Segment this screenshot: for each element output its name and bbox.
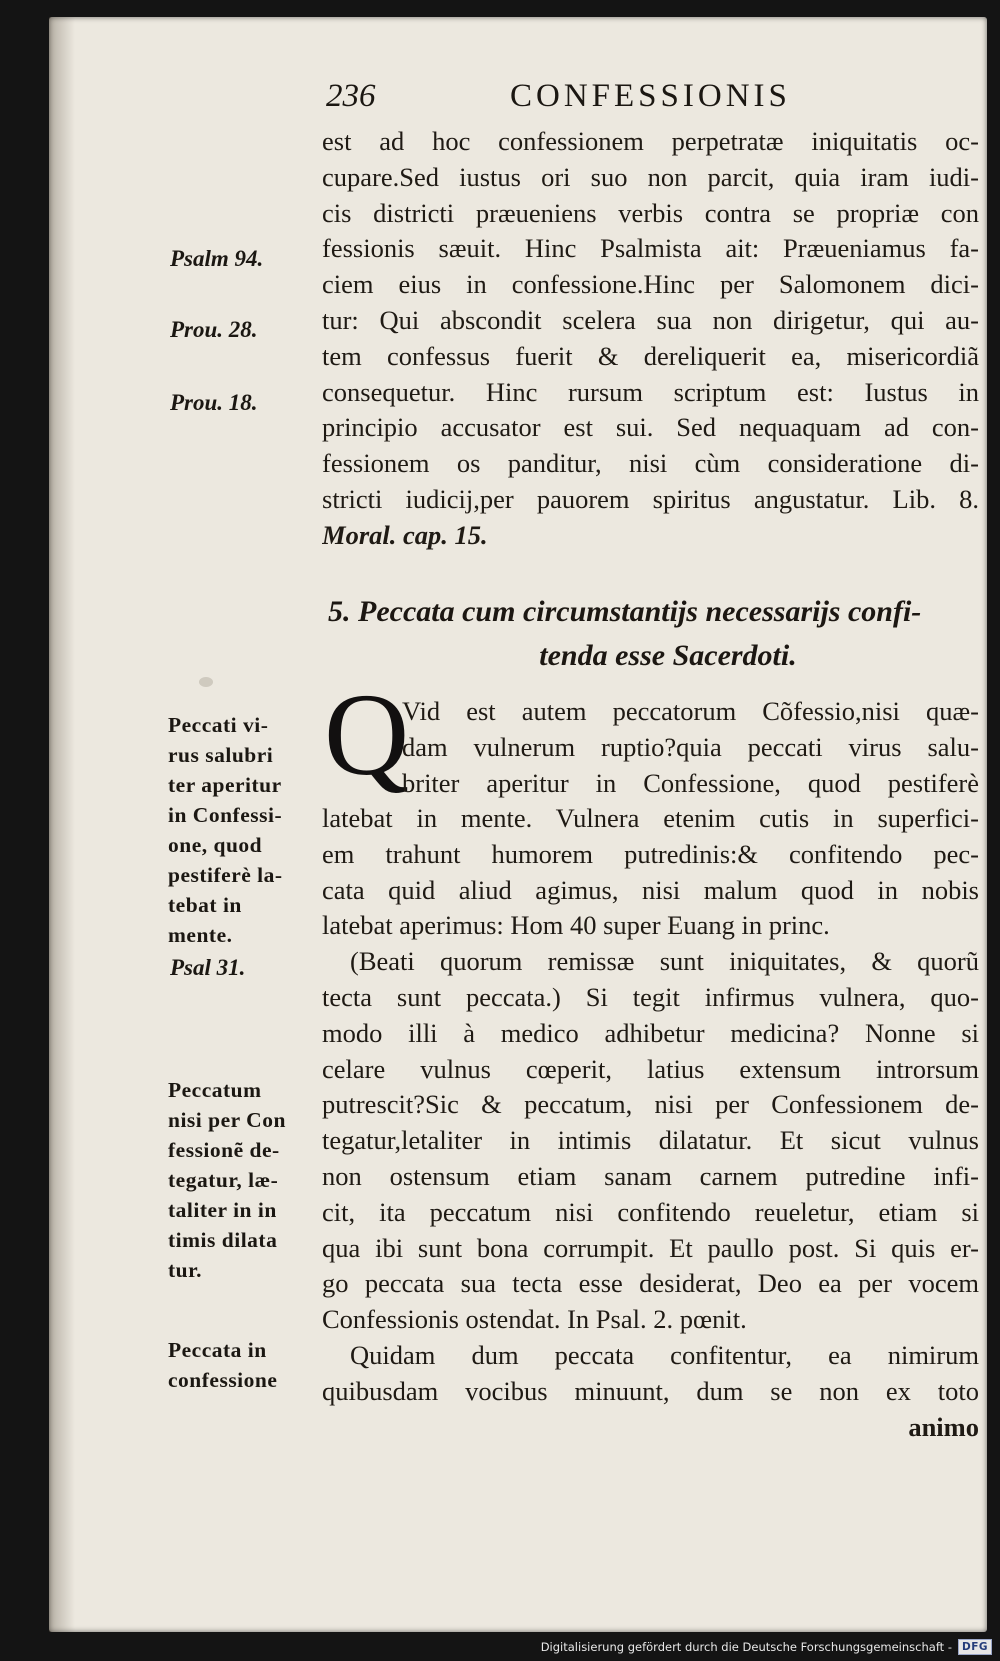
margin-gloss-line: mente. — [168, 923, 233, 947]
text-line: latebat in mente. Vulnera etenim cutis in superfici- — [322, 803, 979, 833]
running-head — [320, 78, 820, 118]
margin-gloss-line: tebat in — [168, 893, 242, 917]
page-number: 236 — [326, 78, 376, 114]
text-line: latebat aperimus: Hom 40 super Euang in princ. — [322, 910, 830, 941]
margin-gloss-3 — [168, 1335, 277, 1395]
text-line: cis districti præueniens verbis contra se propriæ con — [322, 197, 979, 228]
gutter-shadow — [49, 17, 75, 1632]
margin-gloss-line: in Confessi- — [168, 803, 283, 827]
section-heading — [328, 590, 978, 678]
margin-gloss-line: Peccati vi- — [168, 713, 269, 737]
margin-gloss-line: Peccata in — [168, 1338, 267, 1362]
digitization-footer — [541, 1637, 992, 1657]
section-heading-line-2: tenda esse Sacerdoti. — [539, 639, 797, 672]
text-line: celare vulnus cœperit, latius extensum introrsum — [322, 1053, 979, 1084]
margin-gloss-1 — [168, 710, 283, 950]
text-line: fessionis sæuit. Hinc Psalmista ait: Præueniamus fa- — [322, 233, 979, 264]
text-line: fessionem os panditur, nisi cùm consideratione di- — [322, 448, 979, 479]
margin-gloss-line: Peccatum — [168, 1078, 262, 1102]
text-line: non ostensum etiam sanam carnem putredine infi- — [322, 1160, 979, 1191]
margin-ref-prou-28: Prou. 28. — [170, 317, 258, 342]
catchword: animo — [908, 1411, 979, 1442]
dfg-logo: DFG — [958, 1639, 992, 1655]
margin-ref-psalm-94: Psalm 94. — [170, 246, 264, 271]
text-line: principio accusator est sui. Sed nequaquam ad con- — [322, 412, 979, 443]
margin-ref-psal-31: Psal 31. — [170, 955, 246, 980]
margin-ref-prou-18: Prou. 18. — [170, 390, 258, 415]
text-line: tem confessus fuerit & dereliquerit ea, misericordiã — [322, 340, 979, 371]
text-line: Quidam dum peccata confitentur, ea nimirum — [350, 1339, 979, 1370]
margin-gloss-2 — [168, 1075, 286, 1285]
text-block-1 — [322, 124, 979, 554]
text-line: tur: Qui abscondit scelera sua non dirigetur, qui au- — [322, 304, 979, 335]
text-block-2-dropcap-lines — [402, 694, 979, 801]
margin-gloss-line: tur. — [168, 1258, 203, 1282]
text-line: ciem eius in confessione.Hinc per Salomonem dici- — [322, 269, 979, 300]
text-line: consequetur. Hinc rursum scriptum est: Iustus in — [322, 376, 979, 407]
ink-smudge — [199, 677, 213, 687]
margin-gloss-line: timis dilata — [168, 1228, 278, 1252]
text-line: Vid est autem peccatorum Cõfessio,nisi quæ- — [402, 696, 979, 726]
text-block-2 — [322, 801, 979, 1445]
text-line: cupare.Sed iustus ori suo non parcit, quia iram iudi- — [322, 161, 979, 192]
text-line: dam vulnerum ruptio?quia peccati virus salu- — [402, 731, 979, 762]
text-line: stricti iudicij,per pauorem spiritus angustatur. Lib. 8. — [322, 483, 979, 514]
text-line: em trahunt humorem putredinis:& confitendo pec- — [322, 838, 979, 869]
text-line: Confessionis ostendat. In Psal. 2. pœnit. — [322, 1304, 747, 1335]
text-line: cit, ita peccatum nisi confitendo reueletur, etiam si — [322, 1196, 979, 1227]
margin-gloss-line: rus salubri — [168, 743, 274, 767]
footer-text: Digitalisierung gefördert durch die Deutsche Forschungsgemeinschaft - — [540, 1640, 952, 1654]
text-line: putrescit?Sic & peccatum, nisi per Confessionem de- — [322, 1089, 979, 1120]
margin-gloss-line: nisi per Con — [168, 1108, 286, 1132]
margin-gloss-line: fessionẽ de- — [168, 1138, 280, 1162]
margin-gloss-line: confessione — [168, 1368, 278, 1392]
text-line: est ad hoc confessionem perpetratæ iniquitatis oc- — [322, 126, 979, 156]
running-title: CONFESSIONIS — [510, 78, 791, 114]
text-line: quibusdam vocibus minuunt, dum se non ex toto — [322, 1375, 979, 1406]
drop-cap: Q — [324, 669, 410, 800]
text-line: qua ibi sunt bona corrumpit. Et paullo post. Si quis er- — [322, 1232, 979, 1263]
margin-gloss-line: pestiferè la- — [168, 863, 283, 887]
text-line: modo illi à medico adhibetur medicina? Nonne si — [322, 1017, 979, 1048]
margin-gloss-line: ter aperitur — [168, 773, 282, 797]
margin-gloss-line: one, quod — [168, 833, 263, 857]
section-heading-line-1: 5. Peccata cum circumstantijs necessarijs confi- — [328, 595, 922, 628]
margin-gloss-line: tegatur, læ- — [168, 1168, 279, 1192]
text-line: Moral. cap. 15. — [322, 519, 488, 550]
text-line: tegatur,letaliter in intimis dilatatur. Et sicut vulnus — [322, 1125, 979, 1156]
text-line: (Beati quorum remissæ sunt iniquitates, & quorũ — [350, 946, 979, 977]
text-line: tecta sunt peccata.) Si tegit infirmus vulnera, quo- — [322, 981, 979, 1012]
text-line: go peccata sua tecta esse desiderat, Deo ea per vocem — [322, 1268, 979, 1299]
text-line: cata quid aliud agimus, nisi malum quod in nobis — [322, 874, 979, 905]
text-line: briter aperitur in Confessione, quod pestiferè — [402, 767, 979, 798]
margin-gloss-line: taliter in in — [168, 1198, 277, 1222]
